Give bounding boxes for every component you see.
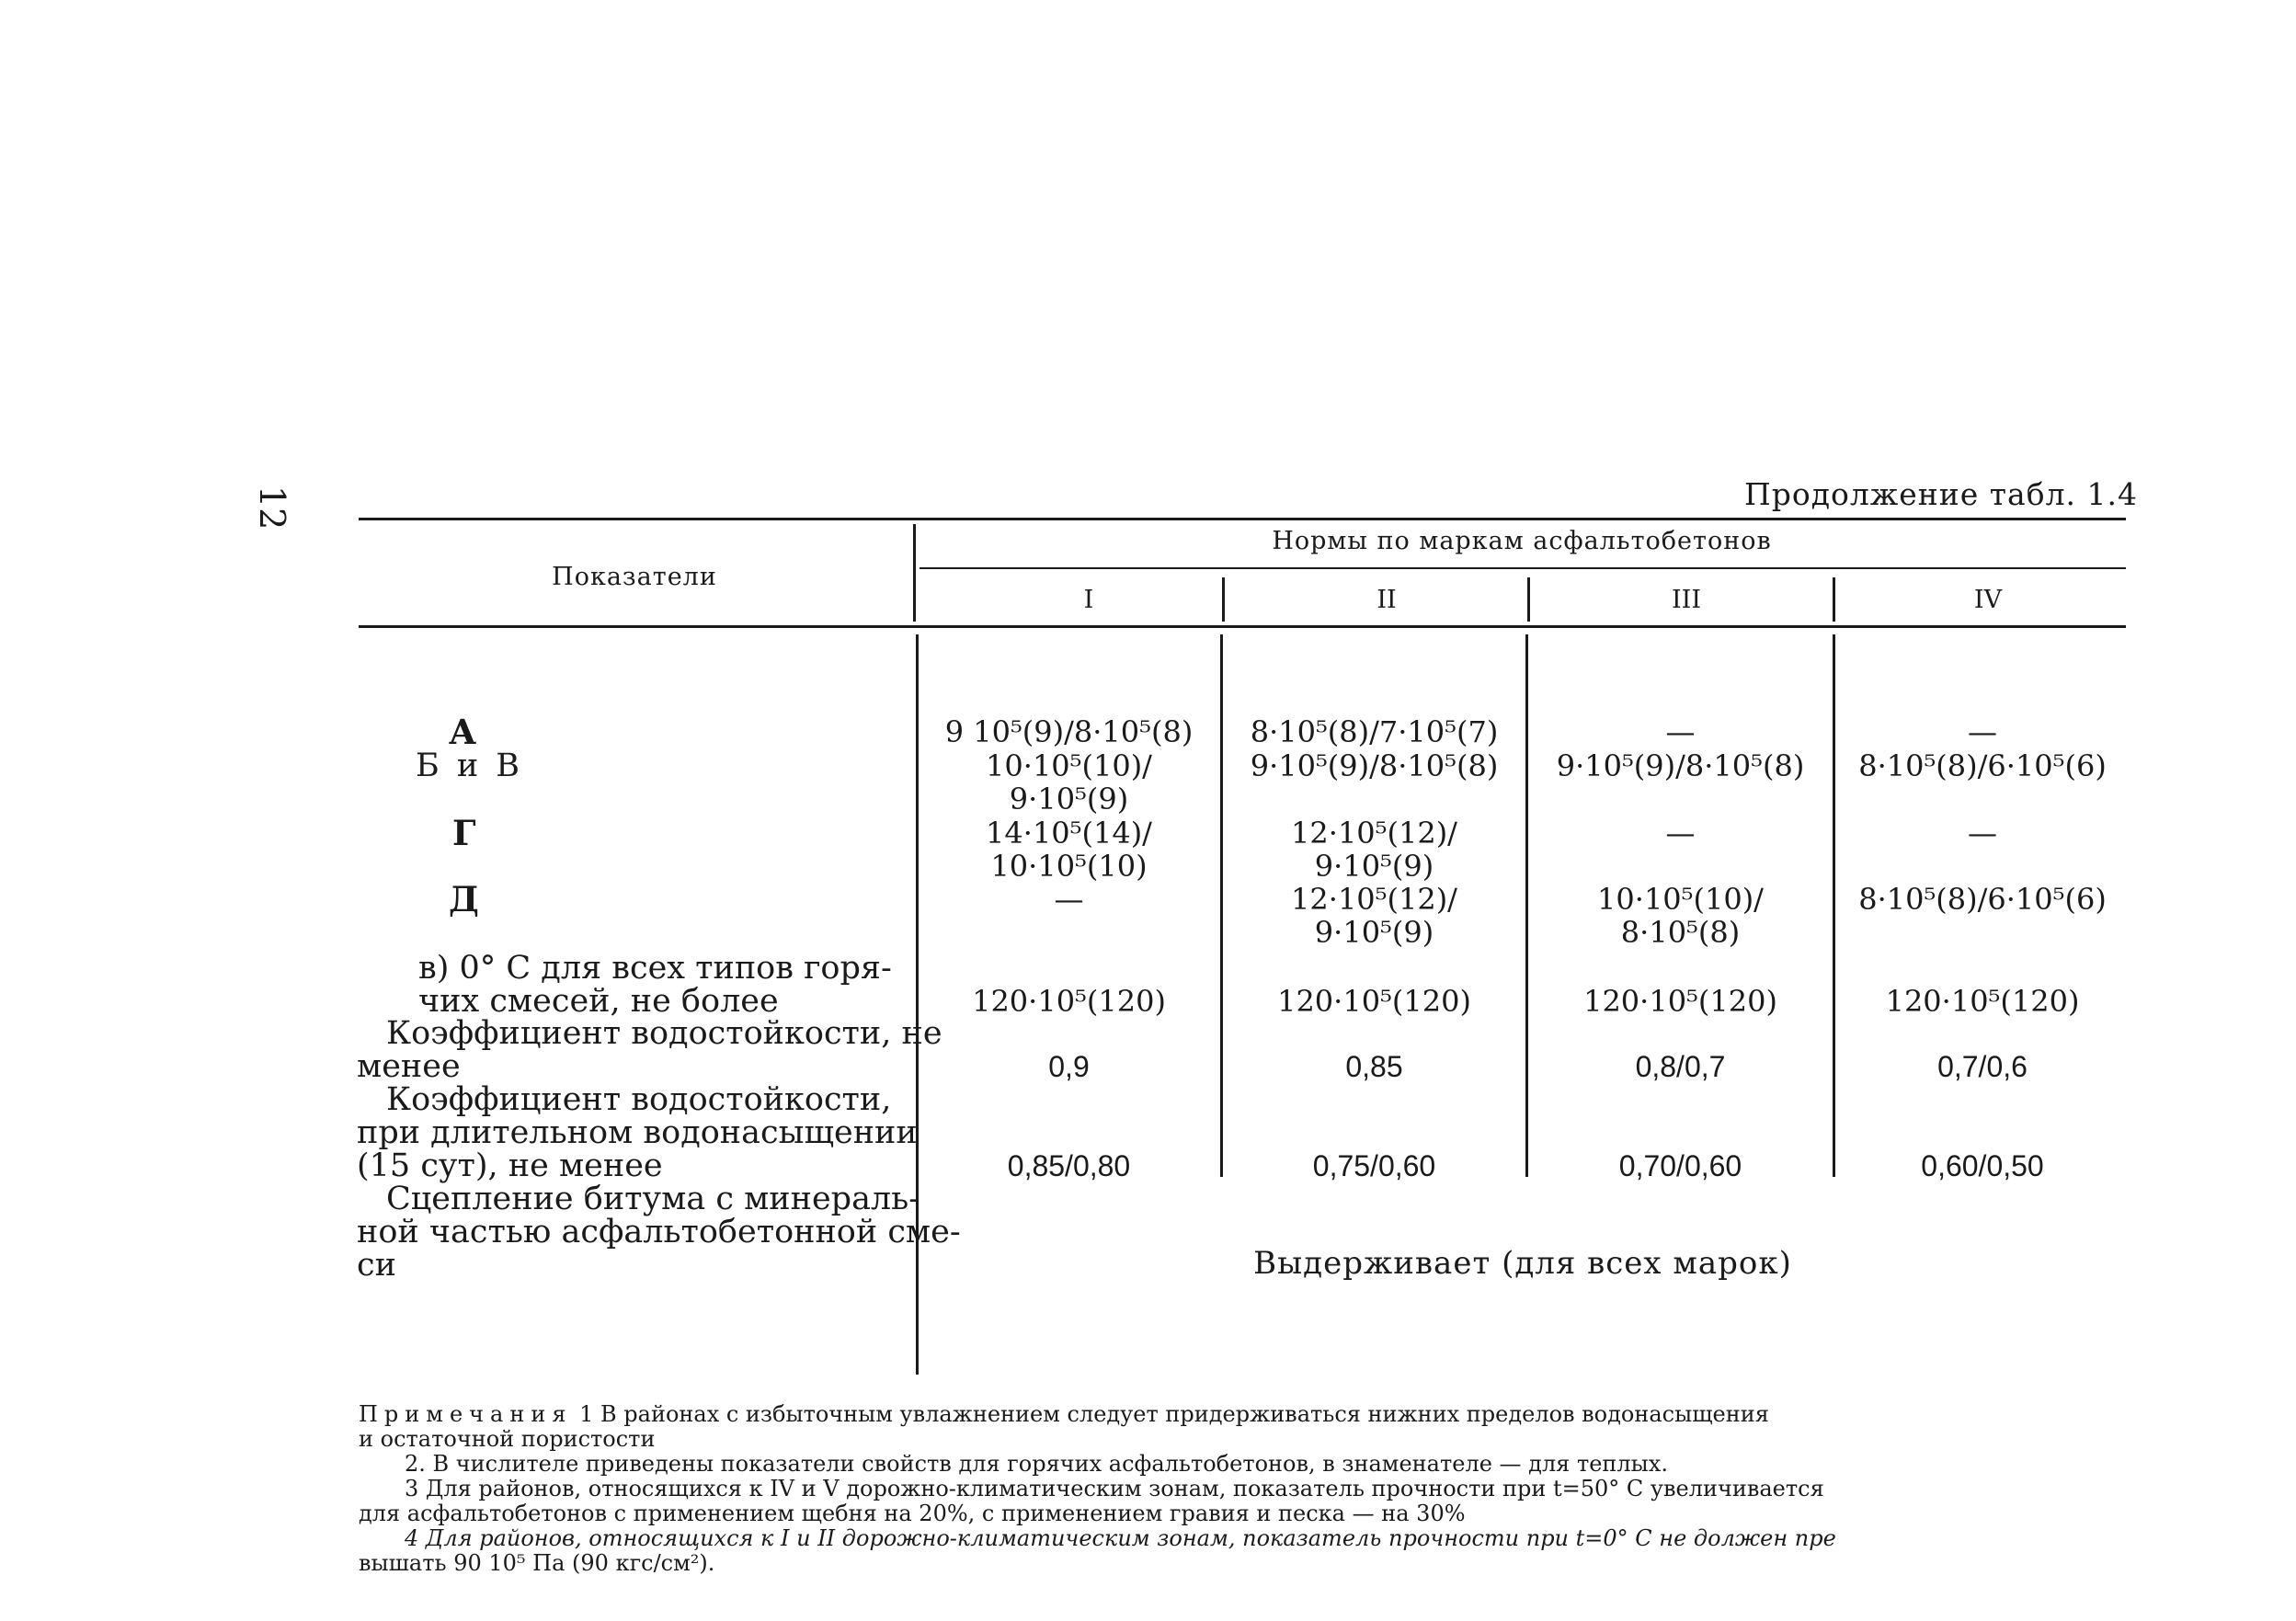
mark-I: I xyxy=(1083,586,1094,614)
mark-IV: IV xyxy=(1973,586,2003,614)
cell-bv-I-1: 10·10⁵(10)/ xyxy=(986,748,1152,783)
note-1 xyxy=(359,1402,2133,1427)
body-divider-label xyxy=(916,634,919,1375)
cell-d-IV: 8·10⁵(8)/6·10⁵(6) xyxy=(1858,882,2107,917)
cell-d-III-2: 8·10⁵(8) xyxy=(1620,915,1741,950)
cell-v0-IV: 120·10⁵(120) xyxy=(1885,984,2080,1019)
header-norms-rule xyxy=(920,567,2126,569)
cell-v0-II: 120·10⁵(120) xyxy=(1277,984,1471,1019)
row-label-v0-2: чих смесей, не более xyxy=(418,983,779,1020)
cell-v0-III: 120·10⁵(120) xyxy=(1583,984,1777,1019)
cell-kwl-IV: 0,60/0,50 xyxy=(1921,1149,2044,1182)
cell-g-III: — xyxy=(1665,816,1696,850)
cell-kw-II: 0,85 xyxy=(1345,1050,1403,1083)
cell-d-II-1: 12·10⁵(12)/ xyxy=(1291,882,1457,917)
row-label-kwl-1: Коэффициент водостойкости, xyxy=(386,1081,892,1118)
cell-kwl-III: 0,70/0,60 xyxy=(1618,1149,1742,1182)
cell-d-I: — xyxy=(1054,882,1084,917)
cell-bv-II: 9·10⁵(9)/8·10⁵(8) xyxy=(1250,748,1499,783)
body-divider-3 xyxy=(1833,634,1835,1177)
cell-kw-III: 0,8/0,7 xyxy=(1635,1050,1726,1083)
row-label-v0-1: в) 0° С для всех типов горя- xyxy=(418,950,892,987)
notes-block xyxy=(359,1402,2133,1576)
cell-kwl-I: 0,85/0,80 xyxy=(1007,1149,1131,1182)
header-indicator: Показатели xyxy=(552,563,717,591)
page-number: 12 xyxy=(252,485,292,531)
cell-bv-I-2: 9·10⁵(9) xyxy=(1009,782,1129,816)
mark-III: III xyxy=(1672,586,1701,614)
cell-bv-III: 9·10⁵(9)/8·10⁵(8) xyxy=(1556,748,1805,783)
cell-g-II-2: 9·10⁵(9) xyxy=(1314,849,1434,884)
row-label-adh-1: Сцепление битума с минераль- xyxy=(386,1181,920,1217)
note-3-line-a: 3 Для районов, относящихся к IV и V дорожно-климатическим зонам, показатель прочности при t=50° С увеличивается xyxy=(405,1476,1824,1501)
table-top-rule xyxy=(359,518,2126,520)
cell-kwl-II: 0,75/0,60 xyxy=(1312,1149,1436,1182)
header-divider xyxy=(913,524,916,622)
cell-kw-I: 0,9 xyxy=(1048,1050,1090,1083)
mark-divider-1 xyxy=(1222,577,1225,622)
cell-adh-all: Выдерживает (для всех марок) xyxy=(1253,1245,1792,1282)
cell-a-II: 8·10⁵(8)/7·10⁵(7) xyxy=(1250,714,1499,749)
cell-a-I: 9 10⁵(9)/8·10⁵(8) xyxy=(944,714,1194,749)
note-1-line-b: и остаточной пористости xyxy=(359,1426,656,1452)
mark-divider-2 xyxy=(1527,577,1530,622)
notes-heading: Примечания xyxy=(359,1401,573,1427)
row-label-adh-3: си xyxy=(357,1247,396,1284)
header-bottom-rule xyxy=(359,625,2126,628)
cell-a-III: — xyxy=(1665,714,1696,749)
row-label-bv: Б и В xyxy=(416,748,524,784)
cell-g-IV: — xyxy=(1968,816,1997,850)
row-label-kw-1: Коэффициент водостойкости, не xyxy=(386,1015,942,1052)
header-norms: Нормы по маркам асфальтобетонов xyxy=(1272,527,1772,555)
note-4-line-a: 4 Для районов, относящихся к I и II дорожно-климатическим зонам, показатель прочности при t=0° С не должен пре xyxy=(405,1525,1836,1551)
cell-kw-IV: 0,7/0,6 xyxy=(1937,1050,2028,1083)
cell-g-I-1: 14·10⁵(14)/ xyxy=(986,816,1152,850)
cell-g-II-1: 12·10⁵(12)/ xyxy=(1291,816,1457,850)
cell-v0-I: 120·10⁵(120) xyxy=(972,984,1166,1019)
row-label-g: Г xyxy=(452,813,476,853)
cell-d-II-2: 9·10⁵(9) xyxy=(1314,915,1434,950)
cell-g-I-2: 10·10⁵(10) xyxy=(990,849,1148,884)
mark-divider-3 xyxy=(1833,577,1835,622)
cell-d-III-1: 10·10⁵(10)/ xyxy=(1597,882,1764,917)
table-continuation-title: Продолжение табл. 1.4 xyxy=(1743,476,2138,512)
row-label-adh-2: ной частью асфальтобетонной сме- xyxy=(357,1214,961,1250)
row-label-kwl-3: (15 сут), не менее xyxy=(357,1147,663,1184)
note-2: 2. В числителе приведены показатели свойств для горячих асфальтобетонов, в знаменателе — для теплых. xyxy=(405,1451,1668,1477)
row-label-d: Д xyxy=(449,879,479,919)
mark-II: II xyxy=(1376,586,1397,614)
row-label-kw-2: менее xyxy=(357,1048,461,1085)
note-4-line-b: вышать 90 10⁵ Па (90 кгс/см²). xyxy=(359,1550,715,1576)
body-divider-1 xyxy=(1220,634,1223,1177)
row-label-a: А xyxy=(449,712,477,752)
cell-a-IV: — xyxy=(1968,714,1997,749)
row-label-kwl-2: при длительном водонасыщении xyxy=(357,1114,918,1151)
cell-bv-IV: 8·10⁵(8)/6·10⁵(6) xyxy=(1858,748,2107,783)
note-3-line-b: для асфальтобетонов с применением щебня на 20%, с применением гравия и песка — на 30% xyxy=(359,1501,1466,1526)
body-divider-2 xyxy=(1525,634,1528,1177)
note-1-line-a: 1 В районах с избыточным увлажнением следует придерживаться нижних пределов водонасыщения xyxy=(579,1401,1769,1427)
